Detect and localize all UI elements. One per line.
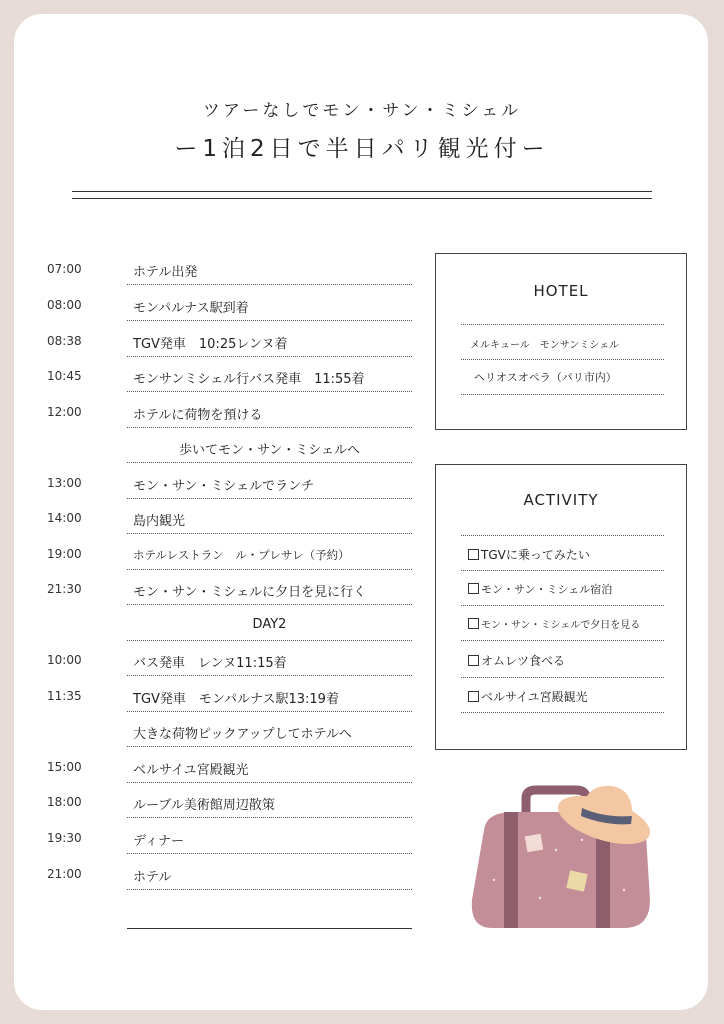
activity-label: モン・サン・ミシェルで夕日を見る — [481, 620, 641, 631]
schedule-activity: ホテルに荷物を預ける — [133, 408, 263, 423]
schedule-row — [0, 823, 420, 857]
schedule-activity: モンパルナス駅到着 — [133, 301, 249, 316]
schedule-time: 08:38 — [47, 334, 82, 348]
row-divider — [127, 853, 412, 854]
day-divider-row — [0, 610, 420, 644]
checkbox[interactable] — [468, 655, 479, 666]
activity-divider — [461, 605, 664, 606]
schedule-row — [0, 787, 420, 821]
row-divider — [127, 320, 412, 321]
row-divider — [127, 817, 412, 818]
row-divider — [127, 533, 412, 534]
schedule-activity: TGV発車 10:25レンヌ着 — [133, 337, 288, 352]
activity-divider — [461, 570, 664, 571]
schedule-time: 10:00 — [47, 653, 82, 667]
row-divider — [127, 356, 412, 357]
schedule-end-line — [127, 928, 412, 929]
sticker-icon — [566, 870, 587, 891]
schedule-time: 19:00 — [47, 547, 82, 561]
schedule-row — [0, 574, 420, 608]
day-label: DAY2 — [252, 617, 287, 632]
schedule-time: 10:45 — [47, 369, 82, 383]
row-divider — [127, 569, 412, 570]
row-divider — [127, 889, 412, 890]
schedule-time: 13:00 — [47, 476, 82, 490]
schedule-activity: バス発車 レンヌ11:15着 — [133, 656, 287, 671]
schedule-row — [0, 539, 420, 573]
schedule-time: 12:00 — [47, 405, 82, 419]
activity-item[interactable] — [468, 688, 588, 705]
hotel-box — [435, 253, 687, 430]
schedule-activity: 大きな荷物ピックアップしてホテルへ — [133, 727, 352, 742]
row-divider — [127, 462, 412, 463]
schedule-time: 08:00 — [47, 298, 82, 312]
activity-heading: ACTIVITY — [523, 491, 599, 509]
schedule-activity: ホテル出発 — [133, 265, 198, 280]
row-divider — [127, 746, 412, 747]
schedule-row — [0, 326, 420, 360]
schedule-row — [0, 432, 420, 466]
schedule-activity: ホテルレストラン ル・プレサレ（予約） — [133, 548, 350, 562]
activity-label: ベルサイユ宮殿観光 — [481, 690, 588, 704]
schedule-row — [0, 503, 420, 537]
activity-divider — [461, 640, 664, 641]
schedule-row — [0, 716, 420, 750]
activity-box — [435, 464, 687, 750]
row-divider — [127, 782, 412, 783]
page-subtitle: ー1泊2日で半日パリ観光付ー — [174, 136, 550, 162]
schedule-activity: ホテル — [133, 870, 172, 885]
row-divider — [127, 675, 412, 676]
schedule-activity: モンサンミシェル行バス発車 11:55着 — [133, 372, 365, 387]
schedule-activity: ルーブル美術館周辺散策 — [133, 798, 275, 813]
row-divider — [127, 427, 412, 428]
activity-divider — [461, 712, 664, 713]
schedule-activity: モン・サン・ミシェルでランチ — [133, 479, 315, 494]
schedule-row — [0, 645, 420, 679]
activity-divider — [461, 535, 664, 536]
hotel-divider — [461, 394, 664, 395]
checkbox[interactable] — [468, 583, 479, 594]
schedule-row — [0, 397, 420, 431]
activity-item[interactable] — [468, 581, 612, 597]
row-divider — [127, 640, 412, 641]
schedule-time: 14:00 — [47, 511, 82, 525]
schedule-row — [0, 859, 420, 893]
row-divider — [127, 711, 412, 712]
schedule-activity: TGV発車 モンパルナス駅13:19着 — [133, 692, 339, 707]
hotel-divider — [461, 359, 664, 360]
schedule-time: 07:00 — [47, 262, 82, 276]
suitcase-illustration — [464, 780, 664, 940]
suitcase-strap — [504, 812, 518, 928]
schedule-row — [0, 254, 420, 288]
activity-item[interactable] — [468, 652, 565, 669]
schedule-activity: 歩いてモン・サン・ミシェルへ — [178, 443, 361, 458]
row-divider — [127, 604, 412, 605]
schedule-row — [0, 681, 420, 715]
schedule-activity: ベルサイユ宮殿観光 — [133, 763, 249, 778]
schedule-row — [0, 290, 420, 324]
activity-label: オムレツ食べる — [481, 654, 566, 668]
row-divider — [127, 284, 412, 285]
checkbox[interactable] — [468, 691, 479, 702]
title-divider — [72, 191, 652, 199]
schedule-activity: 島内観光 — [133, 514, 186, 529]
row-divider — [127, 498, 412, 499]
schedule-time: 21:00 — [47, 867, 82, 881]
activity-item[interactable] — [468, 546, 590, 563]
activity-divider — [461, 677, 664, 678]
schedule-row — [0, 752, 420, 786]
sticker-icon — [525, 834, 544, 853]
schedule-row — [0, 361, 420, 395]
hotel-item: メルキュール モンサンミシェル — [470, 340, 620, 351]
schedule-activity: モン・サン・ミシェルに夕日を見に行く — [133, 585, 367, 600]
schedule-time: 21:30 — [47, 582, 82, 596]
schedule-activity: ディナー — [133, 834, 184, 849]
activity-item[interactable] — [468, 616, 640, 631]
hotel-item: ヘリオスオペラ（パリ市内） — [474, 371, 617, 384]
checkbox[interactable] — [468, 549, 479, 560]
hotel-heading: HOTEL — [533, 282, 589, 300]
schedule-time: 18:00 — [47, 795, 82, 809]
activity-label: モン・サン・ミシェル宿泊 — [481, 583, 613, 596]
checkbox[interactable] — [468, 618, 479, 629]
schedule-time: 15:00 — [47, 760, 82, 774]
row-divider — [127, 391, 412, 392]
activity-label: TGVに乗ってみたい — [481, 548, 590, 562]
schedule-time: 11:35 — [47, 689, 82, 703]
schedule-row — [0, 468, 420, 502]
schedule-time: 19:30 — [47, 831, 82, 845]
hotel-divider — [461, 324, 664, 325]
page-title: ツアーなしでモン・サン・ミシェル — [202, 101, 522, 121]
